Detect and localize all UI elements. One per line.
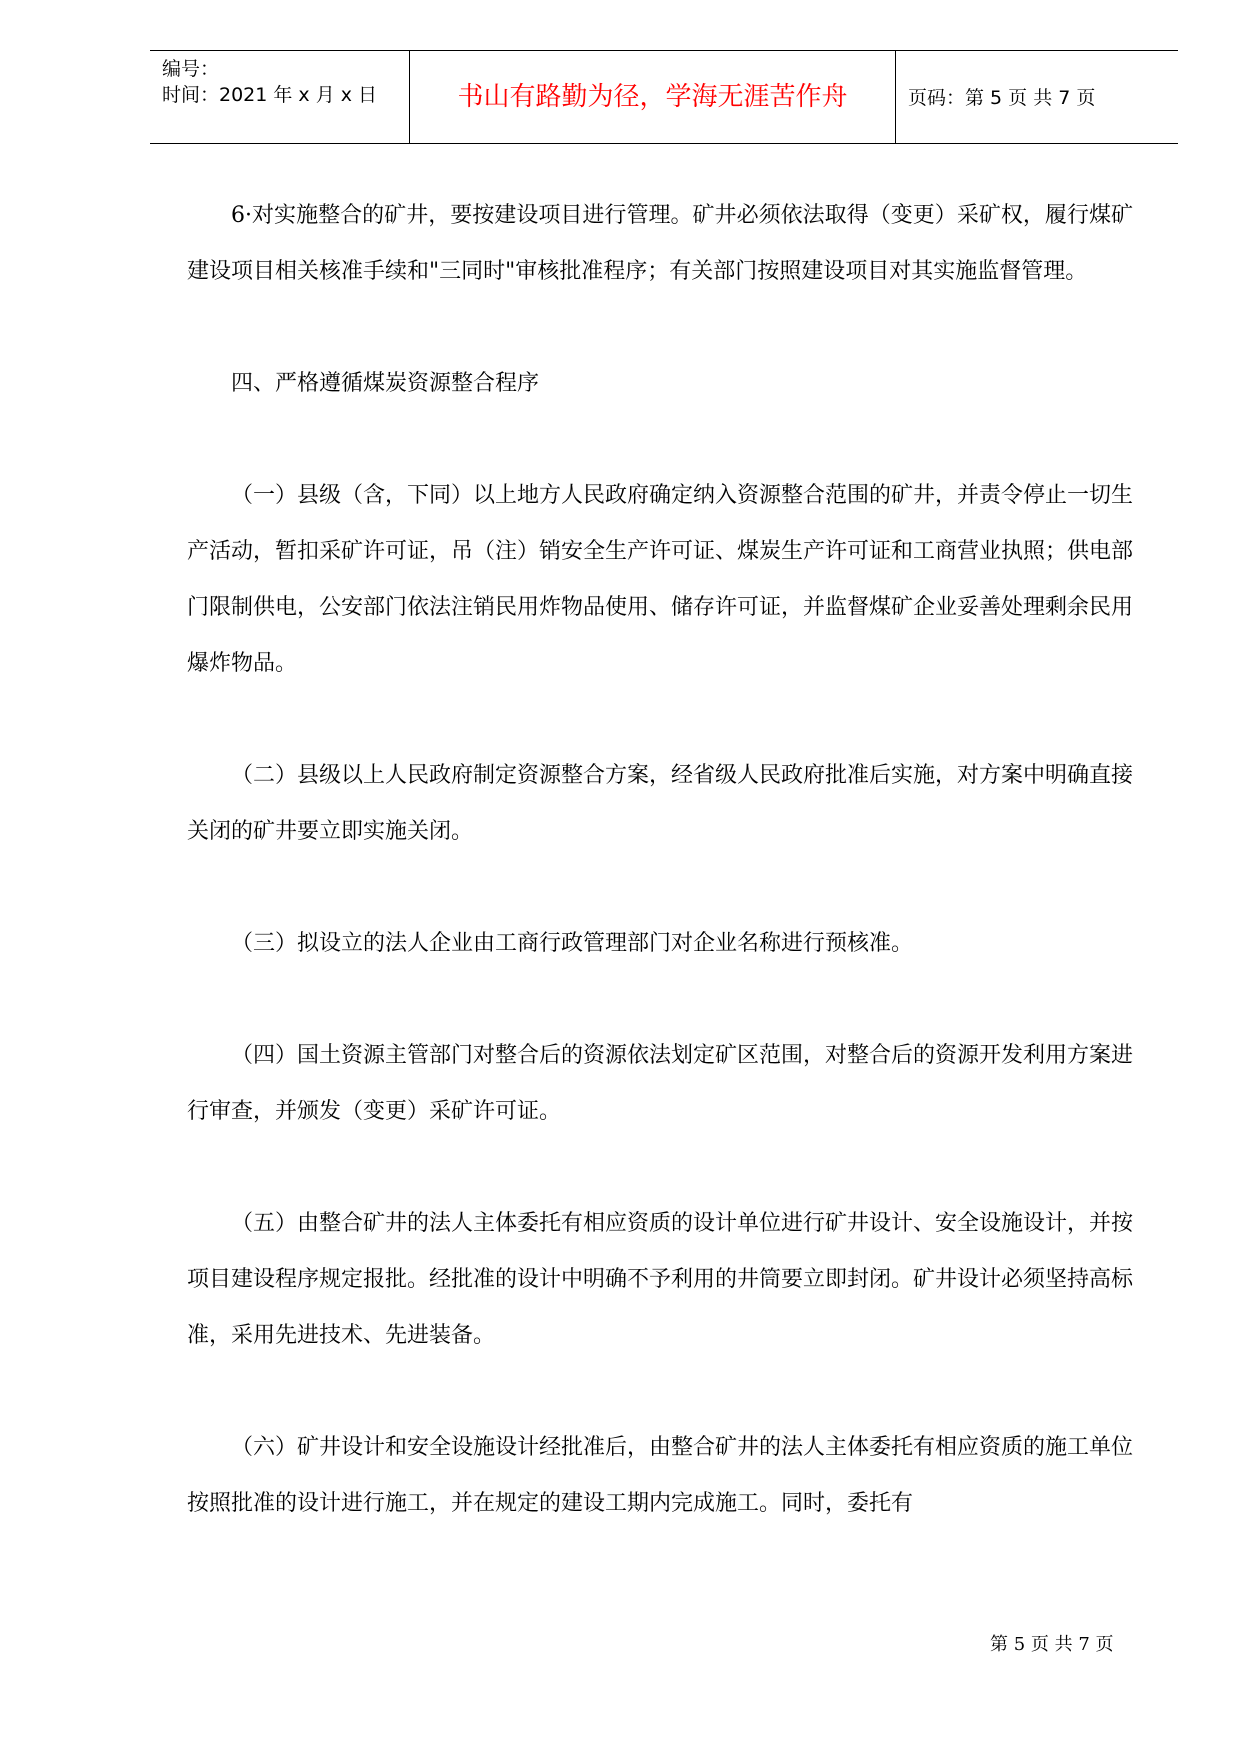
document-number-label: 编号： — [162, 58, 220, 80]
header-meta — [150, 51, 410, 143]
paragraph: （一）县级（含，下同）以上地方人民政府确定纳入资源整合范围的矿井，并责令停止一切生产活动，暂扣采矿许可证，吊（注）销安全生产许可证、煤炭生产许可证和工商营业执照；供电部门限制供电，公安部门依法注销民用炸物品使用、储存许可证，并监督煤矿企业妥善处理剩余民用爆炸物品。 — [187, 483, 1134, 676]
document-time-label: 时间：2021 年 x 月 x 日 — [162, 84, 378, 106]
paragraph: （六）矿井设计和安全设施设计经批准后，由整合矿井的法人主体委托有相应资质的施工单位按照批准的设计进行施工，并在规定的建设工期内完成施工。同时，委托有 — [187, 1435, 1134, 1516]
document-body — [187, 188, 1133, 1588]
paragraph: （二）县级以上人民政府制定资源整合方案，经省级人民政府批准后实施，对方案中明确直接关闭的矿井要立即实施关闭。 — [187, 763, 1134, 844]
header-motto: 书山有路勤为径，学海无涯苦作舟 — [410, 51, 896, 143]
paragraph: （四）国土资源主管部门对整合后的资源依法划定矿区范围，对整合后的资源开发利用方案进行审查，并颁发（变更）采矿许可证。 — [187, 1043, 1134, 1124]
section-heading: 四、严格遵循煤炭资源整合程序 — [231, 371, 540, 396]
page-footer: 第 5 页 共 7 页 — [990, 1634, 1114, 1655]
header-page-number: 页码：第 5 页 共 7 页 — [908, 87, 1096, 109]
document-header — [150, 50, 1178, 144]
paragraph: （三）拟设立的法人企业由工商行政管理部门对企业名称进行预核准。 — [231, 931, 914, 956]
paragraph: 6·对实施整合的矿井，要按建设项目进行管理。矿井必须依法取得（变更）采矿权，履行煤矿建设项目相关核准手续和"三同时"审核批准程序；有关部门按照建设项目对其实施监督管理。 — [187, 203, 1133, 284]
paragraph: （五）由整合矿井的法人主体委托有相应资质的设计单位进行矿井设计、安全设施设计，并按项目建设程序规定报批。经批准的设计中明确不予利用的井筒要立即封闭。矿井设计必须坚持高标准，采用先进技术、先进装备。 — [187, 1211, 1134, 1348]
